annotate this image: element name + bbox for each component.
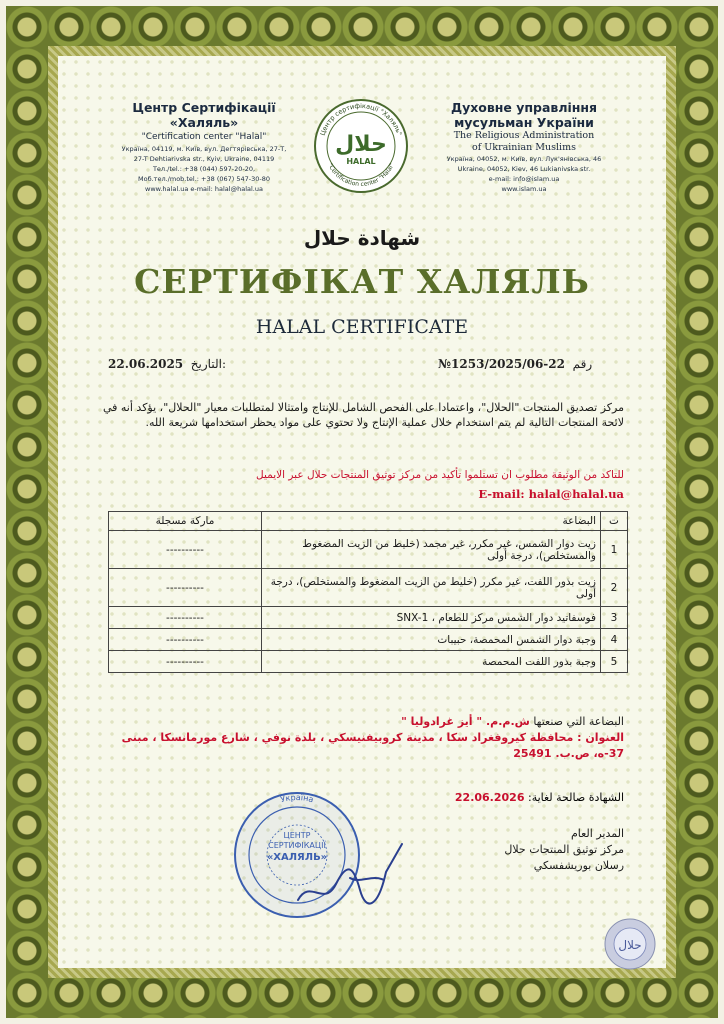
admin-title-en-2: of Ukrainian Muslims [472,142,576,153]
manufacturer-label: البضاعة التي صنعتها [533,715,624,728]
row-brand: ---------- [109,651,262,673]
center-title-ua-2: «Халяль» [169,115,239,130]
signatory-organization: مركز توثيق المنتجات حلال [504,843,624,856]
center-title-ua: Центр Сертифікації [132,100,276,115]
row-product: زيت دوار الشمس، غير مكرر، غير مجمد (خليط من الزيت المضغوط والمستخلص)، درجة أولى [262,531,601,569]
certificate-statement: مركز تصديق المنتجات "الحلال"، واعتمادا على الفحص الشامل للإنتاج وامتثالا لمتطلبات معيار "الحلال"، يؤكد أنه في لائحة المنتجات التالية لم يتم استخدام خلال عملية الإنتاج ولا تحتوي على مواد يحظر استخدامها شريعة الله. [102,401,624,429]
address-line-1: محافظة كيروفغراد سكا ، مدينة كروبيفنيسكي ، بلدة نوفي ، شارع مورمانسكا ، مبنى [121,731,574,744]
title-ukrainian: СЕРТИФІКАТ ХАЛЯЛЬ [134,262,590,301]
hologram-seal [604,918,656,970]
table-row [109,569,628,607]
manufacturer-address [100,730,624,746]
logo-ring-bottom: "Certification center "Halal" [326,162,396,189]
title-arabic: شهادة حلال [303,226,421,250]
header-brand: ماركة مسجلة [109,512,262,531]
center-address-ua: Україна, 04119, м. Київ, вул. Дегтярівська, 27-Т, [121,145,287,153]
manufacturer-line [100,714,624,730]
halal-logo [313,98,409,194]
logo-arabic: حلال [335,132,387,157]
issue-date-label: التاريخ: [190,357,226,371]
certificate-number [438,357,592,371]
products-table [108,511,628,673]
table-row [109,629,628,651]
certificate-number-label: رقم [572,357,593,371]
stamp-ring-text: Україна [279,792,315,805]
title-english: HALAL CERTIFICATE [255,316,469,338]
admin-title-ua-2: мусульман України [454,115,594,130]
center-mobile: Моб.тел./mob.tel.: +38 (067) 547-30-80 [138,175,270,183]
stamp-line-2: СЕРТИФІКАЦІЇ [268,841,326,850]
admin-email: e-mail: info@islam.ua [488,175,560,183]
issue-date-value: 22.06.2025 [108,357,184,371]
logo-latin: HALAL [346,157,376,166]
logo-ring-top: Центр сертифікації "Халяль" [318,101,404,137]
header-number: ت [601,512,628,531]
admin-address-ua: Україна, 04052, м. Київ, вул. Лук'янівська, 46 [446,155,602,163]
signatory-name: رسلان بوريشفسكي [533,859,624,872]
header-product: البضاعة [262,512,601,531]
row-number: 5 [601,651,628,673]
row-brand: ---------- [109,569,262,607]
table-header-row [109,512,628,531]
verification-note: للتاكد من الوثيقة مطلوب ان تستلموا تأكيد من مركز توثيق المنتجات حلال عبر الايميل [256,469,624,481]
row-product: وجبة بذور اللفت المحمصة [262,651,601,673]
svg-text:حلال: حلال [618,938,642,952]
signatory-title: المدير العام [570,827,624,840]
center-address-en: 27-T Dehtiarivska str., Kyiv, Ukraine, 04119 [133,155,275,163]
certificate-number-value: №1253/2025/06-22 [438,357,565,371]
row-number: 3 [601,607,628,629]
manufacturer-block [100,714,624,762]
row-product: فوسفاتيد دوار الشمس مركز للطعام ، SNX-1 [262,607,601,629]
certification-center-header [104,100,304,194]
validity [100,791,624,804]
religious-administration-header [418,100,630,194]
center-web-email: www.halal.ua e-mail: halal@halal.ua [145,185,263,193]
manufacturer-address-2 [100,746,624,762]
row-product: وجبة دوار الشمس المحمصة، حبيبات [262,629,601,651]
table-row [109,651,628,673]
table-row [109,607,628,629]
row-number: 1 [601,531,628,569]
validity-date: 22.06.2026 [454,791,525,804]
row-brand: ---------- [109,531,262,569]
center-phone: Тел./tel.: +38 (044) 597-20-20, [152,165,256,173]
row-number: 4 [601,629,628,651]
manufacturer-name: ش.م.م. " أيز غرادوليا " [401,715,530,728]
validity-label: الشهادة صالحة لغاية: [527,791,624,804]
row-product: زيت بذور اللفت، غير مكرر (خليط من الزيت المضغوط والمستخلص)، درجة أولى [262,569,601,607]
center-title-en: "Certification center "Halal" [141,132,267,142]
address-label: العنوان : [577,731,624,744]
address-postal: 25491 [513,747,552,760]
verification-email: E-mail: halal@halal.ua [478,487,624,501]
admin-web: www.islam.ua [501,185,547,193]
issue-date [108,357,226,371]
row-brand: ---------- [109,629,262,651]
row-brand: ---------- [109,607,262,629]
stamp-line-3: «ХАЛЯЛЬ» [266,852,328,863]
table-row [109,531,628,569]
handwritten-signature [290,838,410,918]
admin-title-en: The Religious Administration [453,130,595,141]
admin-title-ua: Духовне управління [450,100,598,115]
admin-address-en: Ukraine, 04052, Kiev, 46 Lukianivska str. [457,165,591,173]
stamp-line-1: ЦЕНТР [283,831,311,840]
row-number: 2 [601,569,628,607]
address-line-2: 37-ه، ص.ب. [555,747,624,760]
